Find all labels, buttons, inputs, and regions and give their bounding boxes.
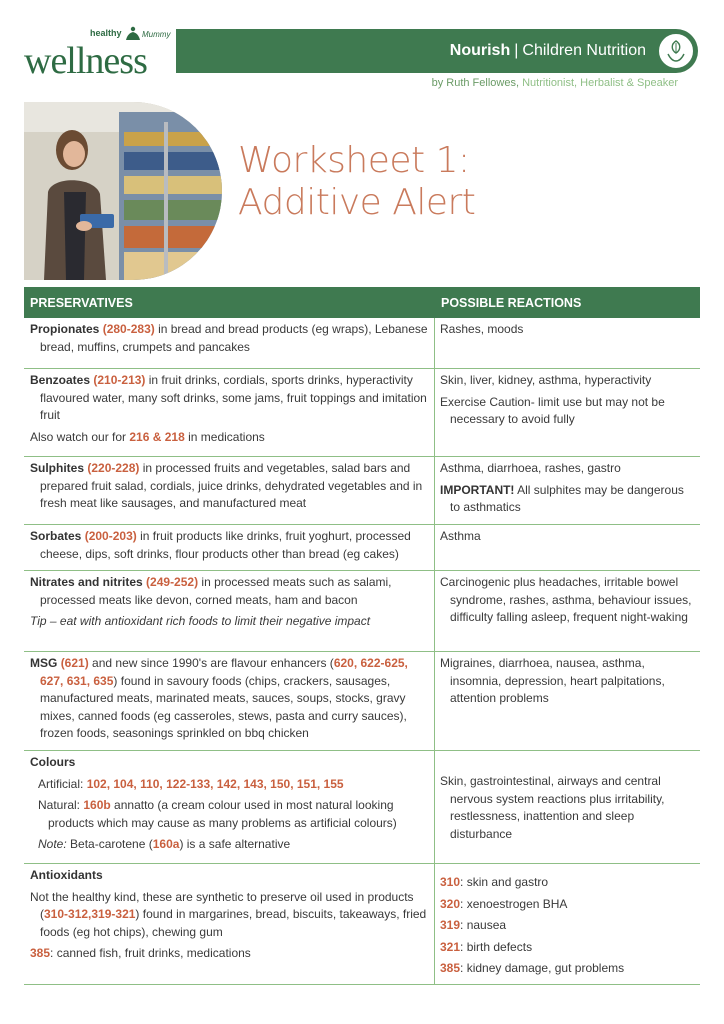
additive-description: [30, 574, 428, 609]
important-note: [440, 482, 694, 517]
additive-name: Sorbates: [30, 529, 82, 543]
additive-cell: [24, 369, 435, 456]
colours-label: Natural:: [38, 798, 84, 812]
e-number: (220-228): [87, 461, 140, 475]
table-row: [24, 457, 700, 525]
reaction-text: : xenoestrogen BHA: [460, 896, 568, 911]
table-row: [24, 751, 700, 864]
additive-text: in fruit drinks, cordials, sports drinks, hyperactivity flavoured water, many soft drinks, some jams, fruit toppings and imitation fruit: [40, 373, 427, 422]
additive-name: Benzoates: [30, 373, 91, 387]
reaction-text: : nausea: [460, 918, 507, 932]
reaction-item: [440, 874, 694, 892]
author-name: by Ruth Fellowes,: [431, 77, 520, 89]
e-number: (200-203): [84, 529, 137, 543]
e-number: 310-312,319-321: [44, 907, 136, 921]
antioxidants-385: [30, 945, 428, 963]
title-line-2: Additive Alert: [238, 182, 476, 223]
reaction-cell: [435, 457, 700, 524]
reaction-text: Exercise Caution- limit use but may not be necessary to avoid fully: [440, 394, 665, 426]
reaction-text: Migraines, diarrhoea, nausea, asthma, insomnia, depression, heart palpitations, attention problems: [440, 656, 665, 705]
reaction-cell: [435, 571, 700, 651]
logo-small-text: healthy: [90, 28, 122, 38]
artificial-colours: [30, 776, 428, 794]
note-label: Note:: [38, 837, 67, 851]
logo-script-text: Mummy: [142, 30, 171, 39]
additive-cell: [24, 525, 435, 570]
additive-cell: [24, 864, 435, 984]
e-number: (249-252): [146, 575, 199, 589]
banner-bold: Nourish: [449, 42, 511, 59]
banner-separator: |: [514, 42, 519, 59]
column-header-preservatives: PRESERVATIVES: [30, 296, 133, 310]
reaction-cell: [435, 864, 700, 984]
note-text: ) is a safe alternative: [179, 837, 291, 851]
e-number: 216 & 218: [129, 429, 185, 444]
reaction-text: Rashes, moods: [440, 322, 524, 336]
reaction-text: Asthma, diarrhoea, rashes, gastro: [440, 461, 621, 475]
supermarket-photo: [24, 102, 222, 280]
important-text: All sulphites may be dangerous to asthmatics: [450, 482, 684, 514]
additive-text: in fruit products like drinks, fruit yoghurt, processed cheese, dips, soft drinks, flour products other than bread (eg cakes): [40, 529, 411, 561]
tip-text: Tip – eat with antioxidant rich foods to limit their negative impact: [30, 614, 371, 628]
additive-text: ) found in savoury foods (chips, crackers, sausages, manufactured meats, marinated meats, sauces, soups, stocks, gravy mixes, canned foods (eg casseroles, stews, pasta and curry sauces), frozen foods, seasonings sprinkled on bbq chicken: [40, 673, 407, 740]
logo-wordmark: wellness: [24, 40, 147, 82]
section-heading: Antioxidants: [30, 868, 103, 882]
e-number: (280-283): [102, 322, 155, 336]
additive-description: [30, 528, 428, 563]
colours-label: Artificial:: [38, 776, 87, 791]
banner-subtitle: Children Nutrition: [522, 42, 646, 59]
additive-description: [30, 460, 428, 513]
additive-cell: [24, 652, 435, 750]
additive-text: Not the healthy kind, these are synthetic to preserve oil used in products (: [30, 889, 414, 921]
e-number: 385: [440, 961, 461, 975]
reaction-cell: [435, 318, 700, 368]
table-row: [24, 525, 700, 571]
additive-description: [30, 655, 428, 743]
additive-description: [30, 321, 428, 356]
author-role: Nutritionist, Herbalist & Speaker: [522, 77, 678, 89]
colours-text: annatto (a cream colour used in most natural looking products which may cause as many problems as artificial colours): [48, 798, 397, 830]
e-number: 620, 622-625, 627, 631, 635: [40, 656, 408, 688]
additive-name: Nitrates and nitrites: [30, 575, 143, 589]
reaction-item: [440, 896, 694, 914]
section-heading: Colours: [30, 755, 76, 769]
table-header: [24, 287, 700, 318]
banner-title: [450, 42, 646, 60]
reaction-text: Carcinogenic plus headaches, irritable bowel syndrome, rashes, asthma, behaviour issues, difficulty falling asleep, frequent night-waking: [440, 575, 692, 624]
additive-description: [30, 372, 428, 425]
important-label: IMPORTANT!: [440, 482, 515, 497]
title-line-1: Worksheet 1:: [238, 140, 470, 181]
e-number: 319: [440, 918, 461, 932]
reaction-cell: [435, 751, 700, 863]
reaction-item: [440, 960, 694, 978]
colours-note: [30, 836, 428, 854]
additive-cell: [24, 457, 435, 524]
brand-logo: [24, 26, 174, 82]
reaction-text: : kidney damage, gut problems: [460, 961, 625, 975]
column-header-reactions: POSSIBLE REACTIONS: [441, 296, 582, 310]
e-number: 321: [440, 939, 461, 954]
e-number: (621): [60, 656, 89, 670]
header-banner: [176, 29, 698, 73]
table-row: [24, 369, 700, 457]
reaction-item: [440, 939, 694, 957]
e-number: 310: [440, 875, 461, 889]
table-row: [24, 652, 700, 751]
reaction-cell: [435, 652, 700, 750]
reaction-text: : skin and gastro: [460, 875, 549, 889]
additive-name: Propionates: [30, 322, 100, 336]
additive-text: and new since 1990's are flavour enhancers (: [88, 656, 334, 670]
e-number: 160b: [83, 798, 111, 812]
additive-cell: [24, 571, 435, 651]
reaction-text: Skin, liver, kidney, asthma, hyperactivity: [440, 373, 652, 387]
e-number: (210-213): [93, 373, 146, 387]
author-byline: [432, 77, 678, 89]
e-number: 385: [30, 946, 51, 960]
reaction-text: : birth defects: [460, 939, 533, 954]
additive-cell: [24, 318, 435, 368]
natural-colours: [30, 797, 428, 832]
note-text: Also watch our for: [30, 429, 130, 444]
additive-text: : canned fish, fruit drinks, medications: [50, 946, 251, 960]
reaction-text: Asthma: [440, 529, 481, 543]
table-row: [24, 318, 700, 369]
additive-name: Sulphites: [30, 461, 85, 475]
additive-text: in processed fruits and vegetables, salad bars and prepared fruit salad, cordials, juice drinks, dehydrated vegetables and in fresh meat like sausages, and manufactured meat: [40, 461, 423, 510]
additive-text: in processed meats such as salami, processed meats like devon, corned meats, ham and bacon: [40, 575, 392, 607]
additive-text: in bread and bread products (eg wraps), Lebanese bread, muffins, crumpets and pancakes: [40, 322, 428, 354]
additive-name: MSG: [30, 656, 58, 670]
additives-table: [24, 287, 700, 985]
worksheet-title: [238, 140, 475, 224]
e-number: 102, 104, 110, 122-133, 142, 143, 150, 151, 155: [86, 776, 344, 791]
note-text: Beta-carotene (: [66, 837, 153, 851]
reaction-cell: [435, 369, 700, 456]
additive-note: [30, 429, 428, 447]
table-row: [24, 864, 700, 985]
leaf-hand-icon: [658, 33, 694, 69]
additive-cell: [24, 751, 435, 863]
e-number: 320: [440, 896, 461, 911]
table-row: [24, 571, 700, 652]
additive-text: ) found in margarines, bread, biscuits, takeaways, fried foods (eg hot chips), chewing gum: [40, 907, 427, 939]
reaction-cell: [435, 525, 700, 570]
note-text: in medications: [184, 429, 265, 444]
reaction-item: [440, 917, 694, 935]
e-number: 160a: [152, 837, 180, 851]
reaction-text: Skin, gastrointestinal, airways and central nervous system reactions plus irritability, restlessness, inattention and sleep disturbance: [440, 774, 665, 841]
antioxidants-description: [30, 889, 428, 942]
